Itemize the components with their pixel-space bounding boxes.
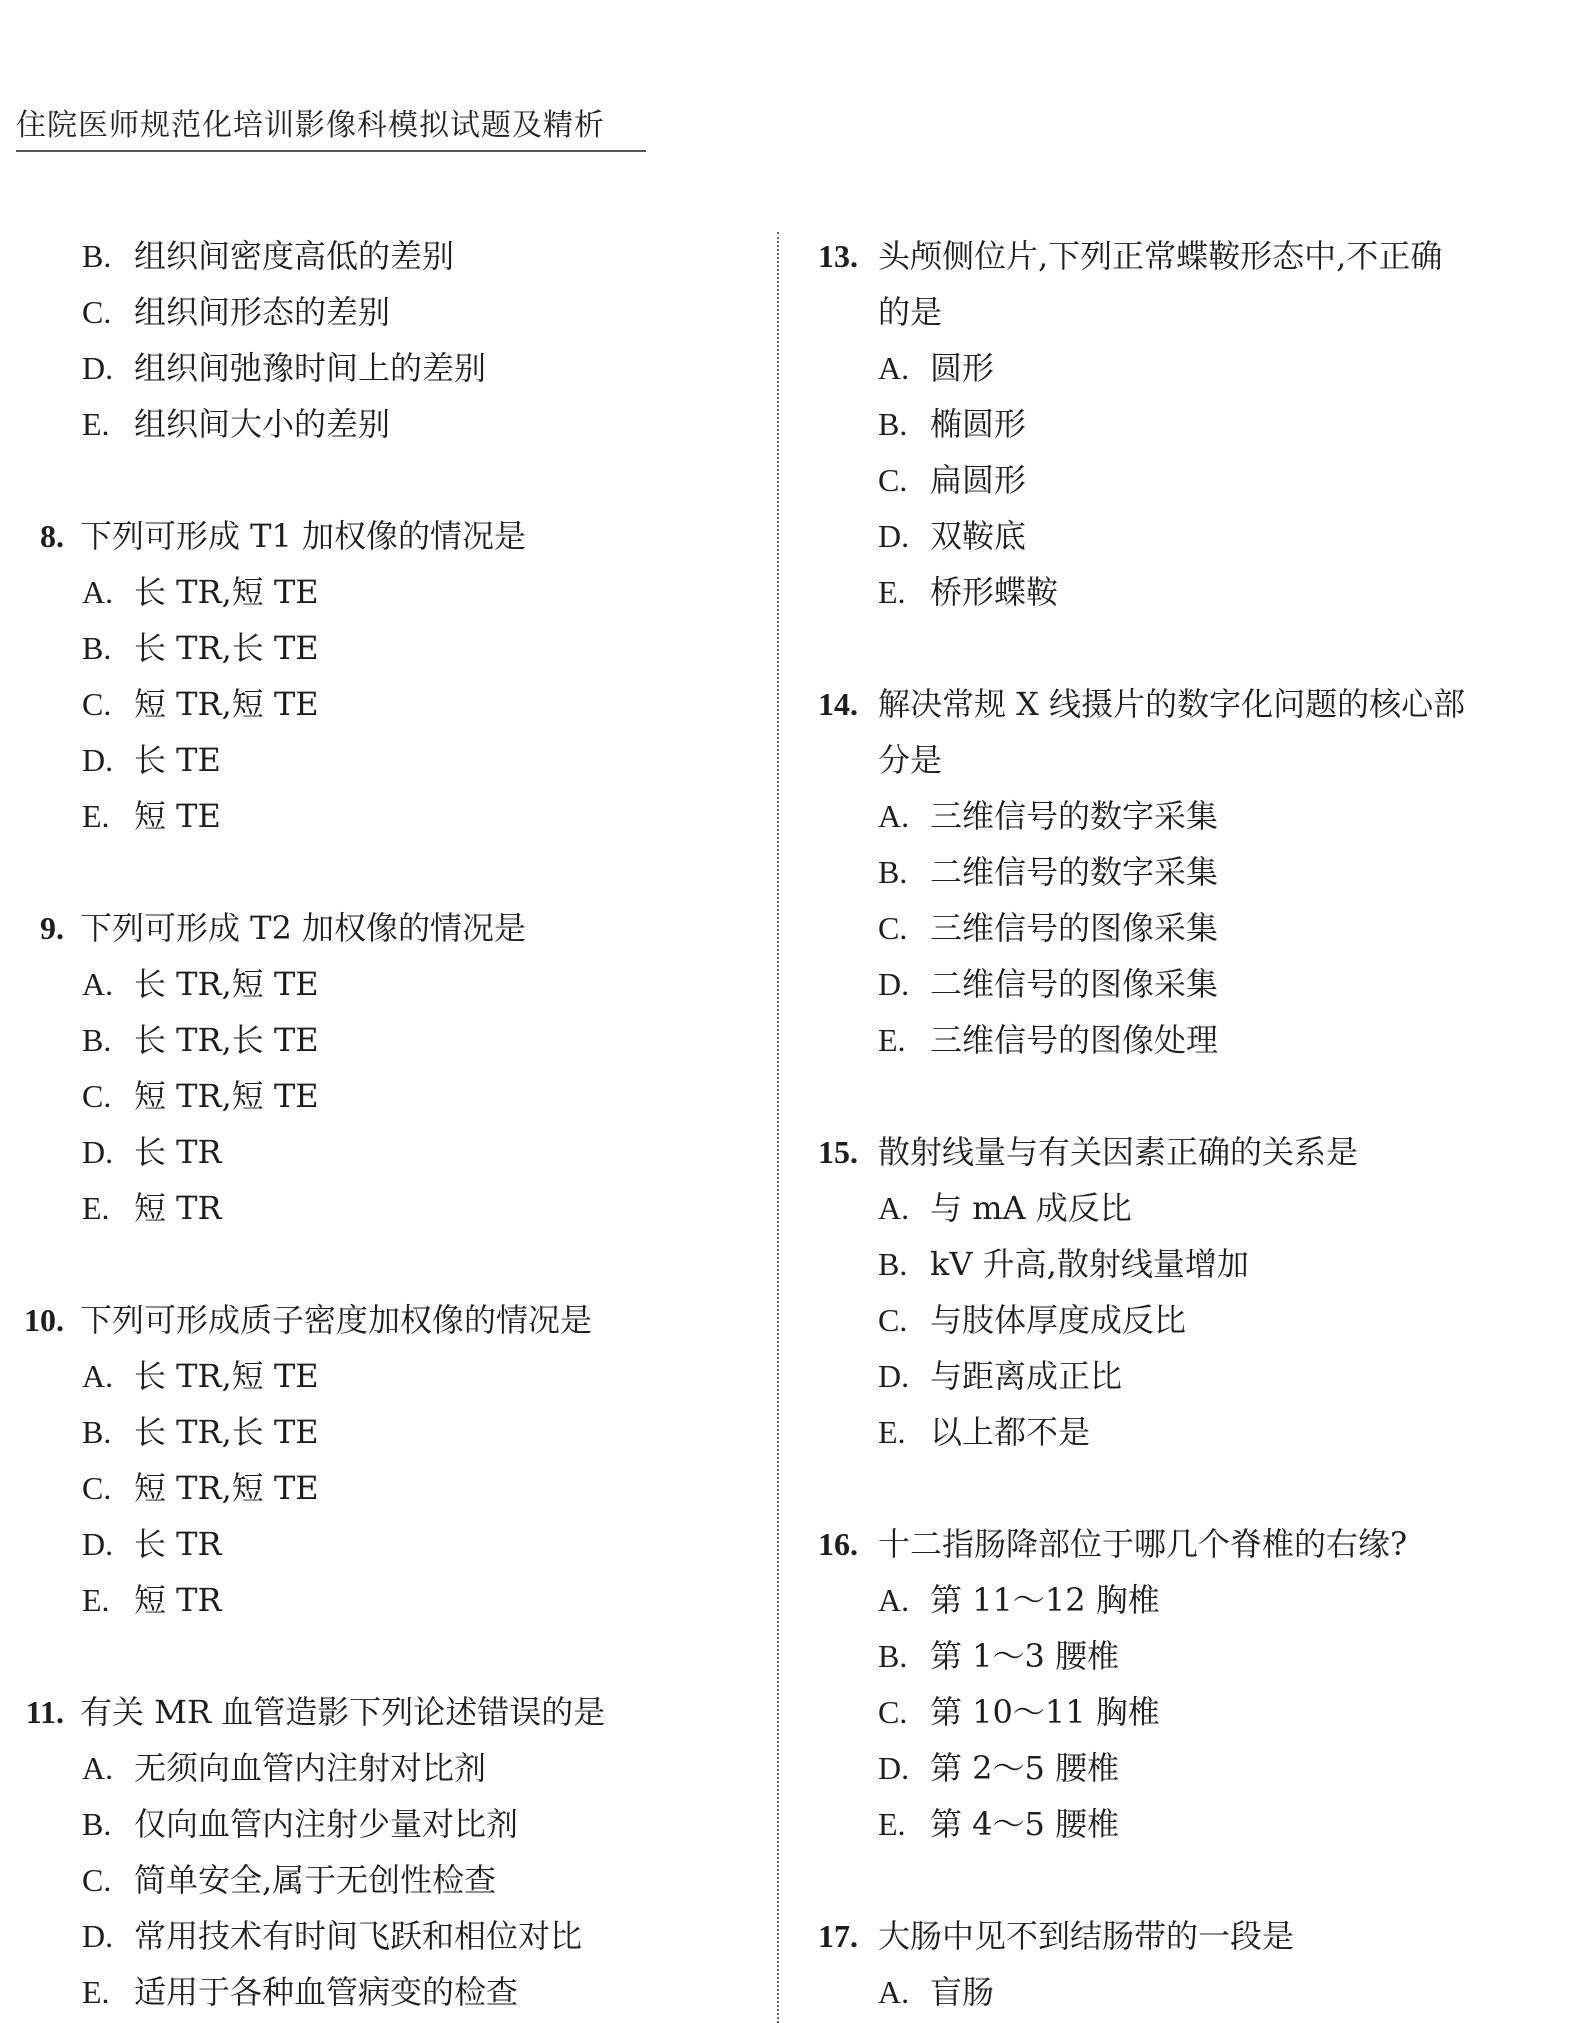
question-line xyxy=(800,1516,1581,1572)
option-line xyxy=(0,1740,760,1796)
option-text: 短 TR xyxy=(134,1189,222,1227)
option-letter: C. xyxy=(878,1302,908,1338)
option-letter: D. xyxy=(878,1358,910,1394)
answer-option xyxy=(82,564,319,620)
option-letter: B. xyxy=(82,1806,112,1842)
option-text: 长 TR,短 TE xyxy=(134,1357,319,1395)
spacer xyxy=(0,1628,760,1684)
option-line xyxy=(800,900,1581,956)
option-text: 长 TR,长 TE xyxy=(134,1021,319,1059)
question-line xyxy=(800,676,1581,732)
question-number: 13. xyxy=(818,238,858,274)
option-text: 第 2～5 腰椎 xyxy=(930,1749,1120,1787)
option-letter: B. xyxy=(878,1246,908,1282)
answer-option xyxy=(82,1516,222,1572)
answer-option xyxy=(878,452,1026,508)
option-line xyxy=(800,564,1581,620)
option-letter: B. xyxy=(82,630,112,666)
answer-option xyxy=(82,1348,319,1404)
question-block xyxy=(0,1684,760,2020)
answer-option xyxy=(82,1068,319,1124)
left-column xyxy=(0,228,760,2020)
question-text: 下列可形成 T2 加权像的情况是 xyxy=(80,909,527,947)
option-letter: A. xyxy=(82,574,114,610)
answer-option xyxy=(82,340,486,396)
option-text: 第 10～11 胸椎 xyxy=(930,1693,1160,1731)
option-line xyxy=(0,1964,760,2020)
question-block xyxy=(800,1124,1581,1460)
option-text: 适用于各种血管病变的检查 xyxy=(134,1973,519,2011)
question-line xyxy=(800,1124,1581,1180)
option-line xyxy=(0,732,760,788)
answer-option xyxy=(878,1964,994,2020)
option-letter: A. xyxy=(82,1358,114,1394)
question-number: 11. xyxy=(25,1694,64,1730)
option-text: 第 4～5 腰椎 xyxy=(930,1805,1120,1843)
option-text: 短 TR xyxy=(134,1581,222,1619)
answer-option xyxy=(82,396,390,452)
answer-option xyxy=(82,676,319,732)
option-text: 以上都不是 xyxy=(930,1413,1091,1451)
option-text: 三维信号的图像采集 xyxy=(930,909,1219,947)
option-letter: B. xyxy=(878,406,908,442)
option-line xyxy=(800,1740,1581,1796)
answer-option xyxy=(878,1796,1119,1852)
option-letter: A. xyxy=(82,966,114,1002)
answer-option xyxy=(82,284,390,340)
right-column xyxy=(800,228,1581,2020)
answer-option xyxy=(82,1796,518,1852)
answer-option xyxy=(878,1740,1119,1796)
answer-option xyxy=(878,956,1218,1012)
option-text: 三维信号的图像处理 xyxy=(930,1021,1219,1059)
option-letter: E. xyxy=(878,1806,906,1842)
question-number: 16. xyxy=(818,1526,858,1562)
option-line xyxy=(800,452,1581,508)
option-text: 短 TR,短 TE xyxy=(134,685,319,723)
question-block xyxy=(800,1516,1581,1852)
spacer xyxy=(800,1068,1581,1124)
option-line xyxy=(800,396,1581,452)
option-line xyxy=(0,676,760,732)
option-line xyxy=(0,1068,760,1124)
answer-option xyxy=(878,564,1058,620)
option-letter: C. xyxy=(82,1862,112,1898)
answer-option xyxy=(82,1180,222,1236)
option-line xyxy=(0,788,760,844)
option-text: 长 TR xyxy=(134,1133,222,1171)
option-letter: B. xyxy=(82,1414,112,1450)
option-letter: D. xyxy=(82,1526,114,1562)
option-text: 二维信号的数字采集 xyxy=(930,853,1219,891)
answer-option xyxy=(82,1740,486,1796)
answer-option xyxy=(82,788,221,844)
question-text: 的是 xyxy=(878,293,943,331)
spacer xyxy=(0,452,760,508)
option-line xyxy=(0,956,760,1012)
question-text: 有关 MR 血管造影下列论述错误的是 xyxy=(80,1693,606,1731)
option-letter: C. xyxy=(878,1694,908,1730)
option-letter: D. xyxy=(878,1750,910,1786)
question-block xyxy=(0,900,760,1236)
question-block xyxy=(0,1292,760,1628)
option-line xyxy=(0,1572,760,1628)
question-line xyxy=(0,1292,760,1348)
option-line xyxy=(800,844,1581,900)
answer-option xyxy=(82,1460,319,1516)
question-text: 下列可形成 T1 加权像的情况是 xyxy=(80,517,527,555)
option-text: 短 TR,短 TE xyxy=(134,1469,319,1507)
option-line xyxy=(0,564,760,620)
option-line xyxy=(0,396,760,452)
option-line xyxy=(800,788,1581,844)
question-text: 散射线量与有关因素正确的关系是 xyxy=(878,1133,1359,1171)
option-line xyxy=(0,1348,760,1404)
answer-option xyxy=(82,732,221,788)
question-line xyxy=(0,1684,760,1740)
question-number: 14. xyxy=(818,686,858,722)
option-line xyxy=(800,508,1581,564)
question-text: 分是 xyxy=(878,741,943,779)
answer-option xyxy=(82,1908,582,1964)
option-line xyxy=(0,1796,760,1852)
option-line xyxy=(800,956,1581,1012)
option-text: 无须向血管内注射对比剂 xyxy=(134,1749,487,1787)
option-letter: D. xyxy=(878,518,910,554)
question-number: 9. xyxy=(40,910,64,946)
question-text: 大肠中见不到结肠带的一段是 xyxy=(878,1917,1295,1955)
option-text: 简单安全,属于无创性检查 xyxy=(134,1861,497,1899)
option-letter: E. xyxy=(82,1974,110,2010)
option-line xyxy=(0,228,760,284)
answer-option xyxy=(878,788,1218,844)
option-line xyxy=(800,1348,1581,1404)
answer-option xyxy=(82,1404,319,1460)
question-line xyxy=(800,732,1581,788)
option-text: 短 TR,短 TE xyxy=(134,1077,319,1115)
question-number: 17. xyxy=(818,1918,858,1954)
answer-option xyxy=(878,1236,1249,1292)
option-letter: B. xyxy=(82,1022,112,1058)
option-letter: A. xyxy=(878,350,910,386)
option-letter: E. xyxy=(878,1414,906,1450)
option-letter: E. xyxy=(82,1190,110,1226)
answer-option xyxy=(82,956,319,1012)
option-letter: B. xyxy=(82,238,112,274)
answer-option xyxy=(82,1964,518,2020)
option-letter: D. xyxy=(82,1918,114,1954)
answer-option xyxy=(82,1572,222,1628)
question-text: 解决常规 X 线摄片的数字化问题的核心部 xyxy=(878,685,1466,723)
question-line xyxy=(800,284,1581,340)
option-line xyxy=(0,1124,760,1180)
answer-option xyxy=(878,1180,1132,1236)
answer-option xyxy=(878,1292,1186,1348)
option-text: 长 TE xyxy=(134,741,221,779)
page-header xyxy=(16,100,646,152)
option-line xyxy=(0,284,760,340)
answer-option xyxy=(878,1572,1160,1628)
option-letter: C. xyxy=(82,1470,112,1506)
question-block xyxy=(0,508,760,844)
answer-option xyxy=(878,340,994,396)
option-text: 第 11～12 胸椎 xyxy=(930,1581,1160,1619)
answer-option xyxy=(82,1012,319,1068)
option-text: 第 1～3 腰椎 xyxy=(930,1637,1120,1675)
option-letter: E. xyxy=(82,406,110,442)
option-text: 椭圆形 xyxy=(930,405,1027,443)
option-letter: B. xyxy=(878,854,908,890)
option-letter: A. xyxy=(878,1190,910,1226)
option-text: 组织间形态的差别 xyxy=(134,293,391,331)
option-text: 桥形蝶鞍 xyxy=(930,573,1059,611)
option-text: 与肢体厚度成反比 xyxy=(930,1301,1187,1339)
question-line xyxy=(0,900,760,956)
option-text: 二维信号的图像采集 xyxy=(930,965,1219,1003)
question-text: 十二指肠降部位于哪几个脊椎的右缘? xyxy=(878,1525,1408,1563)
option-line xyxy=(800,1796,1581,1852)
option-letter: A. xyxy=(82,1750,114,1786)
question-block xyxy=(800,228,1581,620)
question-line xyxy=(800,228,1581,284)
option-line xyxy=(800,1684,1581,1740)
option-letter: D. xyxy=(82,1134,114,1170)
option-letter: C. xyxy=(878,910,908,946)
option-line xyxy=(0,1516,760,1572)
column-divider xyxy=(777,232,779,2023)
answer-option xyxy=(82,1852,496,1908)
option-text: 与 mA 成反比 xyxy=(930,1189,1132,1227)
spacer xyxy=(0,1236,760,1292)
question-line xyxy=(0,508,760,564)
option-line xyxy=(0,340,760,396)
question-number: 15. xyxy=(818,1134,858,1170)
option-line xyxy=(0,1180,760,1236)
option-letter: C. xyxy=(878,462,908,498)
answer-option xyxy=(878,1348,1122,1404)
answer-option xyxy=(82,228,454,284)
option-letter: A. xyxy=(878,798,910,834)
option-line xyxy=(800,1404,1581,1460)
option-text: 常用技术有时间飞跃和相位对比 xyxy=(134,1917,583,1955)
option-line xyxy=(800,1628,1581,1684)
answer-option xyxy=(878,1404,1090,1460)
option-line xyxy=(0,1012,760,1068)
answer-option xyxy=(878,508,1026,564)
option-letter: B. xyxy=(878,1638,908,1674)
option-line xyxy=(800,340,1581,396)
question-block xyxy=(800,676,1581,1068)
question-text: 下列可形成质子密度加权像的情况是 xyxy=(80,1301,593,1339)
option-letter: C. xyxy=(82,1078,112,1114)
option-line xyxy=(0,1460,760,1516)
option-line xyxy=(0,620,760,676)
option-line xyxy=(0,1908,760,1964)
answer-option xyxy=(878,1012,1218,1068)
answer-option xyxy=(878,844,1218,900)
option-text: 扁圆形 xyxy=(930,461,1027,499)
option-letter: C. xyxy=(82,686,112,722)
option-text: 圆形 xyxy=(930,349,995,387)
option-text: 组织间大小的差别 xyxy=(134,405,391,443)
question-block xyxy=(800,1908,1581,2020)
option-letter: E. xyxy=(82,798,110,834)
option-text: 短 TE xyxy=(134,797,221,835)
answer-option xyxy=(82,620,319,676)
option-text: 组织间密度高低的差别 xyxy=(134,237,455,275)
option-text: 仅向血管内注射少量对比剂 xyxy=(134,1805,519,1843)
option-text: 长 TR,长 TE xyxy=(134,629,319,667)
option-letter: A. xyxy=(878,1974,910,2010)
option-letter: D. xyxy=(82,742,114,778)
option-text: 长 TR,短 TE xyxy=(134,965,319,1003)
question-text: 头颅侧位片,下列正常蝶鞍形态中,不正确 xyxy=(878,237,1443,275)
spacer xyxy=(0,844,760,900)
book-title: 住院医师规范化培训影像科模拟试题及精析 xyxy=(16,108,605,143)
option-text: 长 TR xyxy=(134,1525,222,1563)
option-text: 三维信号的数字采集 xyxy=(930,797,1219,835)
option-letter: E. xyxy=(82,1582,110,1618)
option-line xyxy=(800,1292,1581,1348)
option-text: 双鞍底 xyxy=(930,517,1027,555)
answer-option xyxy=(878,396,1026,452)
answer-option xyxy=(878,1684,1160,1740)
answer-option xyxy=(878,900,1218,956)
option-text: kV 升高,散射线量增加 xyxy=(930,1245,1249,1283)
option-letter: A. xyxy=(878,1582,910,1618)
question-number: 8. xyxy=(40,518,64,554)
option-letter: E. xyxy=(878,574,906,610)
option-line xyxy=(800,1236,1581,1292)
option-text: 长 TR,长 TE xyxy=(134,1413,319,1451)
question-number: 10. xyxy=(24,1302,64,1338)
question-line xyxy=(800,1908,1581,1964)
answer-option xyxy=(878,1628,1119,1684)
option-letter: D. xyxy=(82,350,114,386)
option-text: 长 TR,短 TE xyxy=(134,573,319,611)
option-line xyxy=(800,1180,1581,1236)
option-line xyxy=(0,1404,760,1460)
spacer xyxy=(800,1852,1581,1908)
option-line xyxy=(800,1572,1581,1628)
option-text: 盲肠 xyxy=(930,1973,995,2011)
option-letter: C. xyxy=(82,294,112,330)
option-line xyxy=(800,1964,1581,2020)
option-line xyxy=(800,1012,1581,1068)
answer-option xyxy=(82,1124,222,1180)
spacer xyxy=(800,1460,1581,1516)
option-text: 与距离成正比 xyxy=(930,1357,1123,1395)
option-letter: E. xyxy=(878,1022,906,1058)
option-letter: D. xyxy=(878,966,910,1002)
spacer xyxy=(800,620,1581,676)
option-line xyxy=(0,1852,760,1908)
option-text: 组织间弛豫时间上的差别 xyxy=(134,349,487,387)
